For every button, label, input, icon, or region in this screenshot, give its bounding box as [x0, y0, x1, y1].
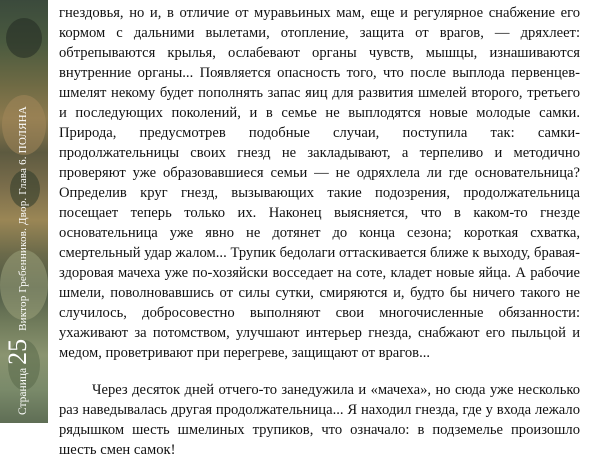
page-word: Страница	[17, 367, 29, 415]
page-number: 25	[3, 338, 32, 365]
side-photo-strip	[0, 0, 48, 423]
page-body	[59, 3, 580, 460]
body-paragraph-1: гнездовья, но и, в отличие от муравьиных мам, еще и регулярное снабжение его кормом с дальними вылетами, отопление, защита от врагов, — дряхлеет: обтрепываются крылья, ослабевают органы чувств, мышцы, изнашиваются внутренние органы... Появляется опасность того, что после выплода первенцев-шмелят некому будет пополнять запас яиц для развития шмелей второго, третьего и последующих поколений, и в семье не выплодятся новые молодые самки. Природа, предусмотрев подобные случаи, поступила так: самки-продолжательницы своих гнезд не закладывают, а терпеливо и методично проверяют уже образовавшиеся семьи — не одряхлела ли где основательница? Определив круг гнезд, вызывающих такие подозрения, продолжательница посещает теперь только их. Наконец выясняется, что в каком-то гнезде основательница уже явно не дотянет до конца сезона; короткая схватка, смертельный удар жалом... Трупик бедолаги оттаскивается ближе к выходу, бравая-здоровая мачеха уже по-хозяйски восседает на соте, кладет новые яйца. А рабочие шмели, поволновавшись от силы сутки, смиряются и, будто бы ничего такого не случилось, добросовестно выполняют свои многочисленные обязанности: ухаживают за потомством, улучшают интерьер гнезда, снабжают его пыльцой и медом, проветривают при перегреве, защищают от врагов...	[59, 5, 580, 361]
vertical-page-header	[3, 5, 38, 415]
running-header: Виктор Гребенников. Двор. Глава 6. ПОЛЯНА	[17, 106, 29, 331]
body-paragraph-2: Через десяток дней отчего-то занедужила и «мачеха», но сюда уже несколько раз наведывалась другая продолжательница... Я находил гнезда, где у входа лежало рядышком шесть шмелиных трупиков, что означало: в подземелье произошло шесть смен самок!	[59, 382, 580, 458]
